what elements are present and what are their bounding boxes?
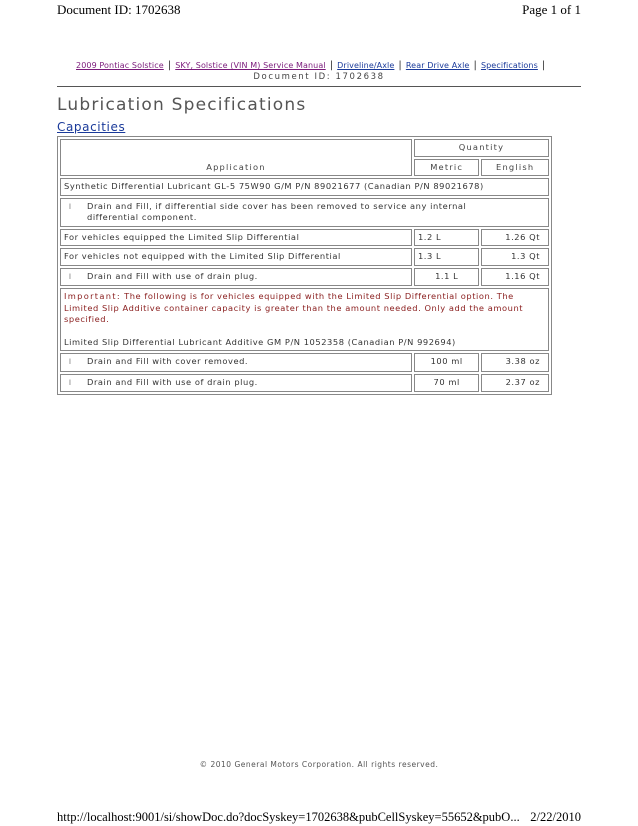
note-side-cover: Drain and Fill, if differential side cover has been removed to service any internal differential component. (87, 200, 467, 222)
row-metric: 70 ml (414, 374, 479, 393)
row-label: Drain and Fill with use of drain plug. (87, 270, 258, 281)
additive-title: Limited Slip Differential Lubricant Additive GM P/N 1052358 (Canadian P/N 992694) (64, 336, 456, 347)
table-row (60, 353, 549, 372)
print-header-page-number: Page 1 of 1 (522, 2, 581, 17)
row-english: 3.38 oz (481, 353, 549, 372)
breadcrumb (76, 60, 549, 71)
copyright-notice: © 2010 General Motors Corporation. All rights reserved. (199, 760, 439, 769)
print-footer-date: 2/22/2010 (530, 810, 581, 824)
breadcrumb-separator: | (541, 60, 546, 71)
bullet-row (60, 353, 412, 372)
row-label: Drain and Fill with use of drain plug. (87, 376, 258, 387)
header-english: English (481, 159, 549, 177)
important-text: The following is for vehicles equipped with the Limited Slip Differential option. The Limited Slip Additive container capacity is greater than the amount needed. Only add the amount specified. (64, 291, 524, 324)
bullet-icon: l (69, 358, 72, 366)
breadcrumb-link-manual[interactable]: SKY, Solstice (VIN M) Service Manual (175, 61, 326, 70)
bullet-icon: l (69, 378, 72, 387)
document-id-line: Document ID: 1702638 (253, 72, 385, 82)
row-english: 1.3 Qt (481, 248, 549, 266)
table-row (60, 248, 549, 266)
important-block (60, 288, 549, 351)
header-quantity: Quantity (414, 139, 549, 157)
breadcrumb-link-rear-drive-axle[interactable]: Rear Drive Axle (405, 61, 470, 70)
section-link-capacities[interactable]: Capacities (57, 120, 126, 134)
row-label: For vehicles equipped the Limited Slip Differential (60, 229, 412, 247)
table-row (60, 374, 549, 393)
breadcrumb-link-vehicle[interactable]: 2009 Pontiac Solstice (76, 61, 164, 70)
row-metric: 100 ml (414, 353, 479, 372)
row-metric: 1.2 L (414, 229, 479, 247)
important-label: Important: (64, 291, 121, 301)
breadcrumb-link-driveline[interactable]: Driveline/Axle (337, 61, 395, 70)
print-footer-url: http://localhost:9001/si/showDoc.do?docSyskey=1702638&pubCellSyskey=55652&pubO... (57, 810, 520, 824)
header-metric: Metric (414, 159, 479, 177)
bullet-row (60, 268, 412, 287)
header-application: Application (60, 139, 412, 176)
table-row (60, 268, 549, 287)
table-row (60, 198, 549, 227)
bullet-row (60, 374, 412, 393)
row-label: For vehicles not equipped with the Limited Slip Differential (60, 248, 412, 266)
capacities-table (57, 136, 552, 395)
table-row (60, 288, 549, 351)
bullet-note (60, 198, 549, 227)
row-english: 2.37 oz (481, 374, 549, 393)
table-row (60, 229, 549, 247)
breadcrumb-separator: | (167, 60, 172, 71)
row-metric: 1.3 L (414, 248, 479, 266)
breadcrumb-separator: | (473, 60, 477, 71)
table-header-row (60, 139, 549, 157)
page-title: Lubrication Specifications (57, 95, 307, 115)
breadcrumb-separator: | (329, 60, 334, 71)
table-row (60, 178, 549, 196)
row-english: 1.16 Qt (481, 268, 549, 287)
breadcrumb-separator: | (398, 60, 402, 71)
bullet-icon: l (69, 202, 72, 211)
important-note (64, 291, 545, 326)
row-label: Drain and Fill with cover removed. (87, 356, 249, 366)
bullet-icon: l (69, 272, 72, 281)
row-english: 1.26 Qt (481, 229, 549, 247)
header-divider (57, 86, 581, 87)
lubricant-title: Synthetic Differential Lubricant GL-5 75W90 G/M P/N 89021677 (Canadian P/N 89021678) (60, 178, 549, 196)
breadcrumb-link-specifications[interactable]: Specifications (480, 61, 538, 70)
print-header-doc-id: Document ID: 1702638 (57, 2, 181, 17)
row-metric: 1.1 L (414, 268, 479, 287)
